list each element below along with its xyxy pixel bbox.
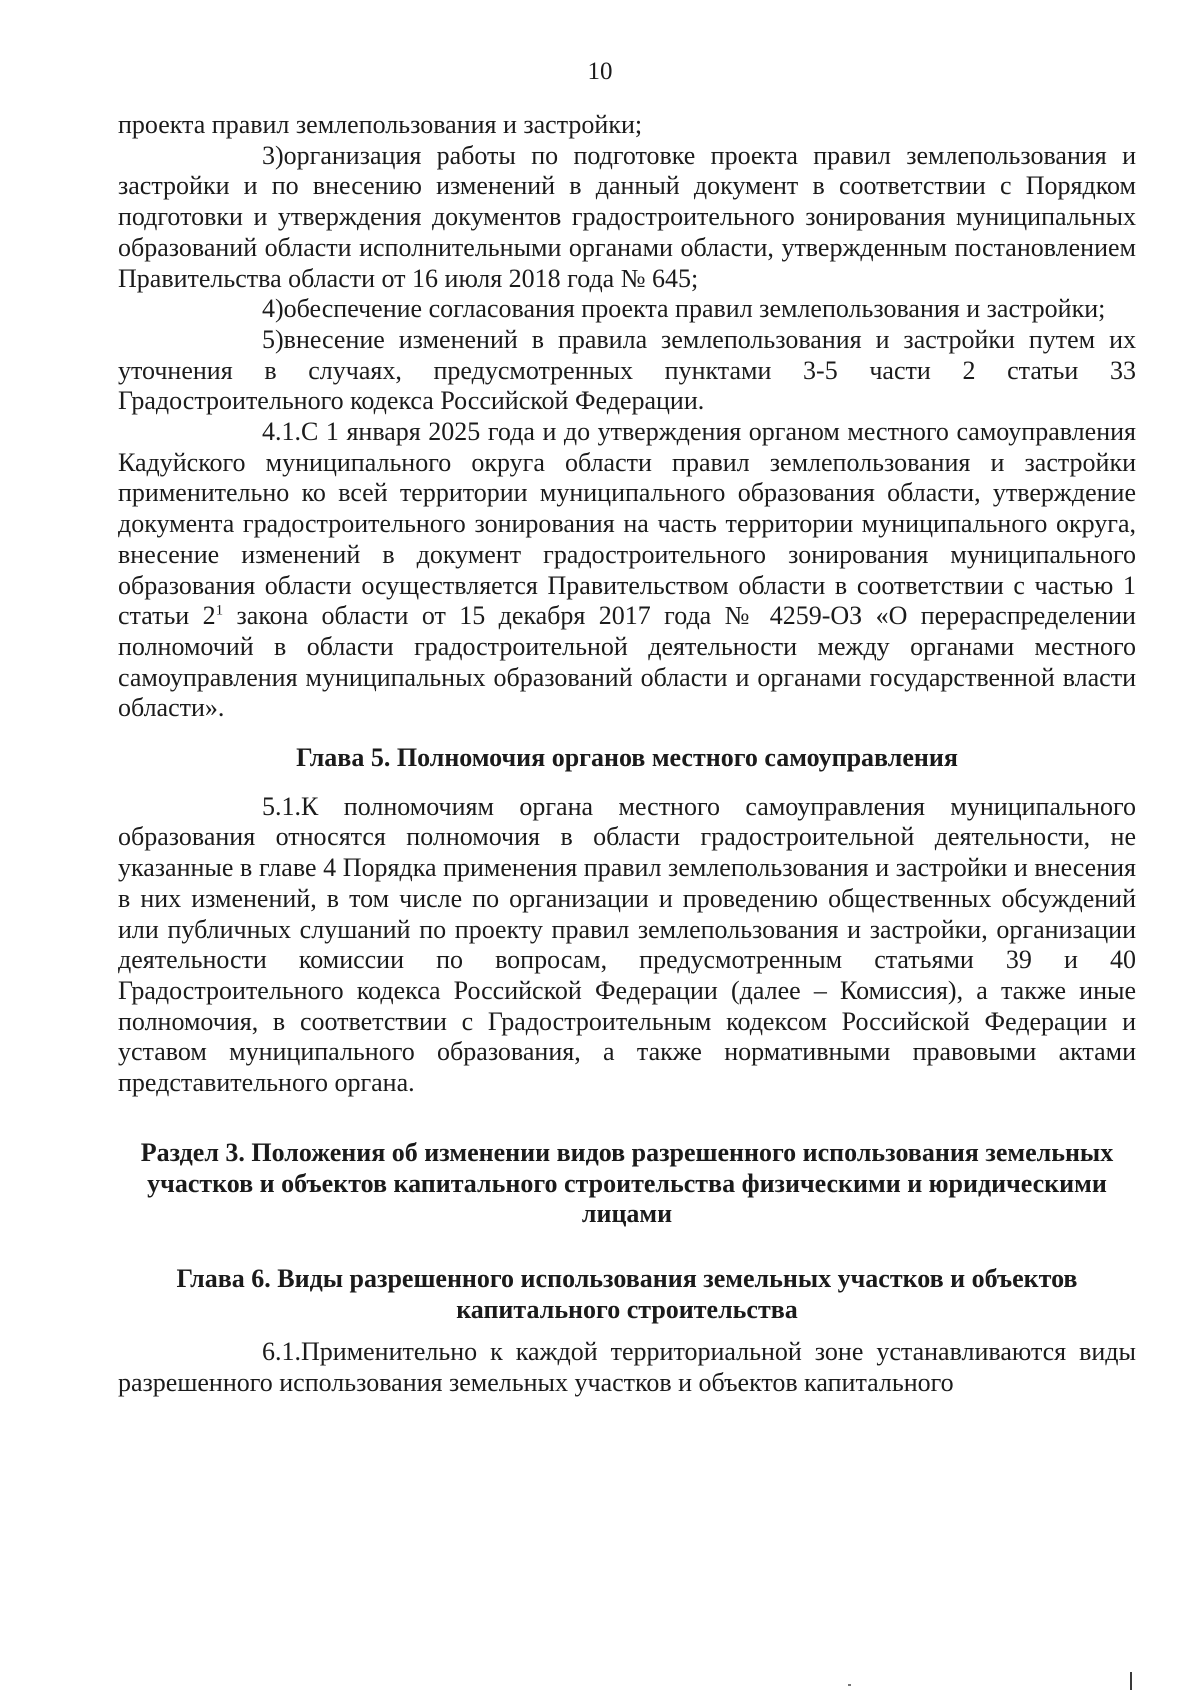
list-item-4-text: обеспечение согласования проекта правил землепользования и застройки;: [283, 294, 1106, 324]
clause-6-1-text: Применительно к каждой территориальной зоне устанавливаются виды разрешенного использования земельных участков и объектов капитального: [118, 1337, 1136, 1398]
clause-4-1-text-b: закона области от 15 декабря 2017 года № 4259-ОЗ «О перераспределении полномочий в области градостроительной деятельности между органами местного самоуправления муниципальных образований области и органами государственной власти области».: [118, 601, 1136, 723]
page-number: 10: [587, 58, 613, 85]
clause-4-1: [118, 417, 1136, 724]
clause-4-1-number: 4.1.: [262, 417, 301, 447]
list-item-3-number: 3): [262, 140, 284, 170]
clause-5-1-number: 5.1.: [262, 791, 301, 821]
list-item-3-text: организация работы по подготовке проекта правил землепользования и застройки и по внесению изменений в данный документ в соответствии с Порядком подготовки и утверждения документов градостроительного зонирования муниципальных образований области исполнительными органами области, утвержденным постановлением Правительства области от 16 июля 2018 года № 645;: [118, 140, 1136, 293]
clause-5-1-text: К полномочиям органа местного самоуправления муниципального образования относятся полномочия в области градостроительной деятельности, не указанные в главе 4 Порядка применения правил землепользования и застройки и внесения в них изменений, в том числе по организации и проведению общественных обсуждений или публичных слушаний по проекту правил землепользования и застройки, организации деятельности комиссии по вопросам, предусмотренным статьями 39 и 40 Градостроительного кодекса Российской Федерации (далее – Комиссия), а также иные полномочия, в соответствии с Градостроительным кодексом Российской Федерации и уставом муниципального образования, а также нормативными правовыми актами представительного органа.: [118, 791, 1136, 1098]
list-item-4-number: 4): [262, 294, 284, 324]
paragraph-continuation: проекта правил землепользования и застройки;: [118, 110, 643, 139]
list-item-5-number: 5): [262, 324, 284, 354]
document-body: [118, 110, 1136, 1399]
list-item-4: [118, 294, 1136, 325]
clause-5-1: [118, 792, 1136, 1099]
scan-artifact-dot: [848, 1684, 851, 1686]
list-item-3: [118, 141, 1136, 295]
clause-6-1-number: 6.1.: [262, 1337, 301, 1367]
chapter-5-heading: Глава 5. Полномочия органов местного самоуправления: [296, 743, 958, 773]
clause-4-1-text-a: С 1 января 2025 года и до утверждения органом местного самоуправления Кадуйского муниципального округа области правил землепользования и застройки применительно ко всей территории муниципального образования области, утверждение документа градостроительного зонирования на часть территории муниципального округа, внесение изменений в документ градостроительного зонирования муниципального образования области осуществляется Правительством области в соответствии с частью 1 статьи 2: [118, 417, 1136, 631]
chapter-6-heading: Глава 6. Виды разрешенного использования земельных участков и объектов капитального строительства: [176, 1263, 1078, 1324]
list-item-5-text: внесение изменений в правила землепользования и застройки путем их уточнения в случаях, предусмотренных пунктами 3-5 части 2 статьи 33 Градостроительного кодекса Российской Федерации.: [118, 324, 1136, 416]
clause-6-1: [118, 1337, 1136, 1398]
clause-4-1-superscript: 1: [215, 602, 224, 619]
scan-artifact-mark: [1130, 1672, 1132, 1690]
section-3-heading: Раздел 3. Положения об изменении видов разрешенного использования земельных участков и объектов капитального строительства физическими и юридическими лицами: [140, 1137, 1114, 1229]
list-item-5: [118, 325, 1136, 417]
